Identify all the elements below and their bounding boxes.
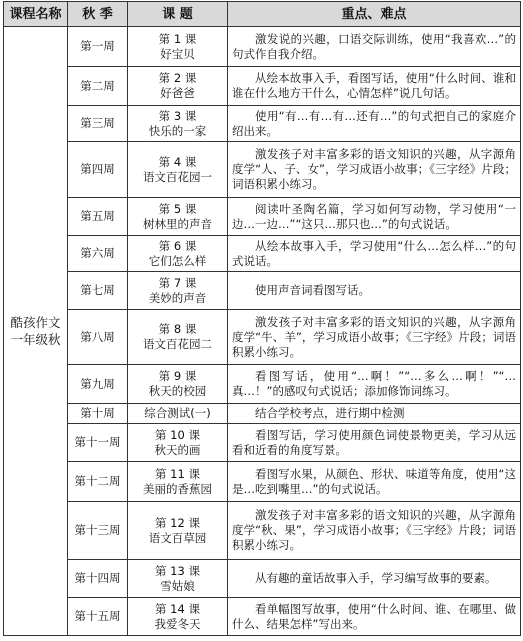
- table-row: [4, 272, 521, 310]
- lesson-title: 秋天的画: [154, 442, 201, 457]
- points-cell: [228, 560, 521, 598]
- table-row: [4, 67, 521, 106]
- lesson-cell: [128, 598, 228, 636]
- table-row: [4, 27, 521, 67]
- week-cell: 第十周: [68, 404, 128, 424]
- week-cell: 第三周: [68, 106, 128, 142]
- lesson-title: 美丽的香蕉园: [143, 481, 212, 496]
- header-lesson: 课 题: [128, 2, 228, 27]
- syllabus-table: [3, 1, 521, 636]
- week-cell: 第二周: [68, 67, 128, 106]
- table-row: [4, 424, 521, 462]
- lesson-title: 雪姑娘: [160, 578, 195, 593]
- points-cell: [228, 404, 521, 424]
- lesson-title: 快乐的一家: [148, 123, 207, 138]
- week-cell: 第六周: [68, 236, 128, 272]
- week-cell: 第十五周: [68, 598, 128, 636]
- points-text: 看图写话，使用“…啊！”“…多么…啊！”“…真…！”的感叹句式说话；添加修饰词练习。: [232, 369, 516, 398]
- week-cell: 第十三周: [68, 502, 128, 560]
- week-cell: 第七周: [68, 272, 128, 310]
- table-row: [4, 106, 521, 142]
- lesson-number: 第 13 课: [155, 563, 200, 578]
- week-cell: 第八周: [68, 310, 128, 365]
- points-text: 从绘本故事入手，看图写话，使用“什么时间、谁和谁在什么地方干什么，心情怎样”说几句话。: [232, 71, 516, 100]
- lesson-number: 第 9 课: [158, 369, 197, 383]
- table-row: [4, 462, 521, 502]
- points-text: 激发孩子对丰富多彩的语文知识的兴趣，从字源角度学“牛、羊”，学习成语小故事；《三字经》片段；词语积累小练习。: [232, 314, 516, 359]
- lesson-title: 美妙的声音: [148, 290, 207, 305]
- lesson-number: 第 1 课: [158, 31, 197, 46]
- lesson-cell: 综合测试(一): [128, 404, 228, 424]
- lesson-number: 第 2 课: [158, 71, 197, 85]
- lesson-cell: [128, 67, 228, 106]
- lesson-cell: [128, 272, 228, 310]
- header-course: 课程名称: [4, 2, 68, 27]
- week-cell: 第一周: [68, 27, 128, 67]
- points-text: 激发孩子对丰富多彩的语文知识的兴趣，从字源角度学“秋、果”，学习成语小故事；《三字经》片段；词语积累小练习。: [232, 508, 516, 552]
- points-cell: [228, 598, 521, 636]
- week-cell: 第十二周: [68, 462, 128, 502]
- points-cell: [228, 106, 521, 142]
- lesson-number: 第 8 课: [158, 322, 197, 336]
- lesson-cell: [128, 198, 228, 236]
- lesson-number: 第 7 课: [158, 275, 197, 290]
- lesson-cell: [128, 27, 228, 67]
- points-text: 看图写话，学习使用颜色词使景物更美，学习从远看和近看的角度写景。: [232, 427, 516, 457]
- lesson-cell: [128, 560, 228, 598]
- lesson-cell: [128, 462, 228, 502]
- points-cell: [228, 462, 521, 502]
- lesson-number: 第 6 课: [158, 238, 197, 253]
- lesson-cell: [128, 236, 228, 272]
- lesson-number: 第 14 课: [155, 601, 200, 616]
- table-row: [4, 236, 521, 272]
- lesson-title: 好爸爸: [160, 86, 195, 100]
- points-text: 激发孩子对丰富多彩的语文知识的兴趣，从字源角度学“人、子、女”，学习成语小故事；《三字经》片段；词语积累小练习。: [232, 147, 516, 191]
- lesson-cell: [128, 502, 228, 560]
- course-name-cell: [4, 27, 68, 636]
- points-cell: [228, 424, 521, 462]
- table-row: [4, 198, 521, 236]
- lesson-cell: [128, 424, 228, 462]
- lesson-title: 语文百花园二: [143, 337, 212, 351]
- points-cell: [228, 310, 521, 365]
- lesson-title: 它们怎么样: [148, 253, 207, 268]
- course-name-line2: 一年级秋: [10, 332, 61, 347]
- lesson-cell: [128, 310, 228, 365]
- points-text: 阅读叶圣陶名篇，学习如何写动物，学习使用“一边…一边…”“这只…那只也…”的句式说话。: [232, 201, 516, 231]
- points-cell: [228, 198, 521, 236]
- table-row: [4, 365, 521, 404]
- table-row: [4, 404, 521, 424]
- course-name-line1: 酷孩作文: [10, 315, 61, 330]
- lesson-number: 第 5 课: [158, 201, 197, 216]
- points-cell: [228, 236, 521, 272]
- week-cell: 第九周: [68, 365, 128, 404]
- lesson-title: 我爱冬天: [154, 616, 201, 631]
- points-cell: [228, 142, 521, 198]
- week-cell: 第十一周: [68, 424, 128, 462]
- table-row: [4, 310, 521, 365]
- lesson-number: 第 4 课: [158, 154, 197, 169]
- lesson-title: 秋天的校园: [148, 384, 207, 398]
- header-points: 重点、难点: [228, 2, 521, 27]
- points-text: 从绘本故事入手，学习使用“什么…怎么样…”的句式说话。: [232, 238, 516, 268]
- week-cell: 第五周: [68, 198, 128, 236]
- lesson-number: 第 11 课: [155, 466, 200, 481]
- lesson-number: 第 3 课: [158, 108, 197, 123]
- points-text: 结合学校考点，进行期中检测: [255, 406, 405, 420]
- week-cell: 第十四周: [68, 560, 128, 598]
- points-cell: [228, 502, 521, 560]
- points-cell: [228, 67, 521, 106]
- points-text: 从有趣的童话故事入手，学习编写故事的要素。: [255, 571, 497, 585]
- points-cell: [228, 272, 521, 310]
- week-cell: 第四周: [68, 142, 128, 198]
- table-row: [4, 502, 521, 560]
- points-cell: [228, 365, 521, 404]
- points-text: 使用声音词看图写话。: [255, 283, 370, 297]
- table-row: [4, 598, 521, 636]
- points-text: 激发说的兴趣，口语交际训练，使用“我喜欢…”的句式作自我介绍。: [232, 31, 516, 61]
- table-row: [4, 142, 521, 198]
- table-row: [4, 560, 521, 598]
- points-text: 使用“有…有…有…还有…”的句式把自己的家庭介绍出来。: [232, 108, 516, 138]
- lesson-title: 语文百花园一: [143, 169, 212, 184]
- lesson-title: 好宝贝: [160, 46, 195, 61]
- lesson-title: 语文百草园: [148, 530, 207, 545]
- syllabus-sheet: [0, 1, 523, 641]
- lesson-cell: [128, 365, 228, 404]
- points-text: 看图写水果，从颜色、形状、味道等角度，使用“这是…吃到嘴里…”的句式说话。: [232, 466, 516, 496]
- lesson-cell: [128, 142, 228, 198]
- lesson-number: 第 10 课: [155, 427, 200, 442]
- lesson-cell: [128, 106, 228, 142]
- points-cell: [228, 27, 521, 67]
- lesson-title: 树林里的声音: [143, 216, 212, 231]
- lesson-number: 第 12 课: [155, 515, 200, 530]
- header-row: [4, 2, 521, 27]
- header-season: 秋 季: [68, 2, 128, 27]
- points-text: 看单幅图写故事，使用“什么时间、谁、在哪里、做什么、结果怎样”写出来。: [232, 601, 516, 631]
